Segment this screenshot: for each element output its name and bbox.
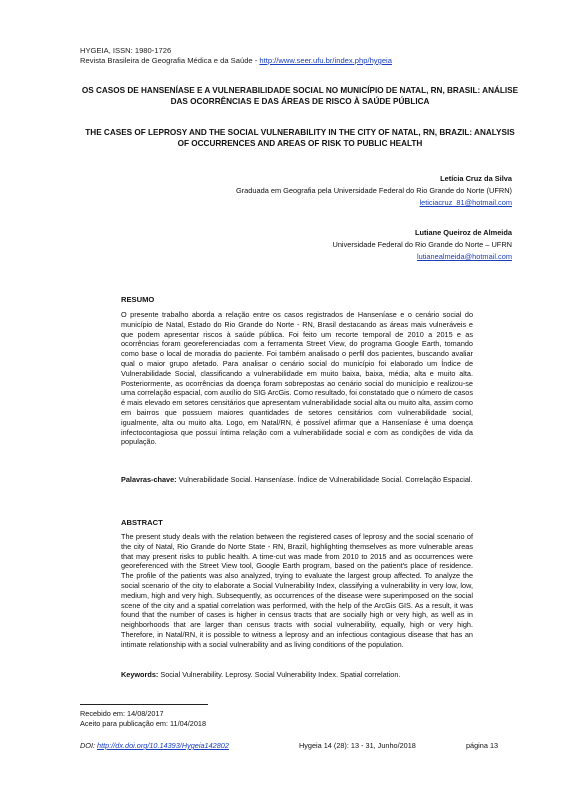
title-english: THE CASES OF LEPROSY AND THE SOCIAL VULNERABILITY IN THE CITY OF NATAL, RN, BRAZIL: ANALYSIS OF OCCURRENCES AND AREAS OF RISK TO PUBLIC HEALTH <box>85 128 515 148</box>
footnote-divider <box>80 704 208 705</box>
author-1-affiliation: Graduada em Geografia pela Universidade Federal do Rio Grande do Norte (UFRN) <box>235 186 512 195</box>
author-1-email[interactable]: leticiacruz_81@hotmail.com <box>419 198 512 207</box>
received-date: Recebido em: 14/08/2017 <box>80 709 164 718</box>
doi-label: DOI: <box>80 741 98 750</box>
abstract-text: The present study deals with the relation between the registered cases of leprosy and the social scenario of the city of Natal, Rio Grande do Norte State - RN, Brazil, highlighting themselves as more vulnerable areas that may present risks to public health. A time-cut was made from 2010 to 2015 and as occurrences were georeferenced with the Street View tool, Google Earth program, based on the patient's place of residence. The profile of the patients was also analyzed, trying to evaluate the largest group affected. To analyze the social scenario of the city to elaborate a Social Vulnerability Index, classifying a vulnerability in very low, low, medium, high and very high. Subsequently, as occurrences of the disease were superimposed on the social scene of the city and a spatial correlation was performed, with the help of the ArcGis GIS. As a result, it was found that the number of cases is higher in census tracts that are socially high or very high, as well as in neighborhoods that are larger than census tracts with social vulnerability, equally, high or very high. Therefore, in Natal/RN, it is possible to witness a leprosy and an infectious contagious disease that has an intimate relationship with a social vulnerability and as living conditions of the population. <box>121 532 473 649</box>
journal-subtitle <box>80 56 392 65</box>
page-number: página 13 <box>466 741 499 750</box>
resumo-keywords-label: Palavras-chave: <box>121 475 177 484</box>
resumo-keywords <box>121 475 473 485</box>
journal-url-link[interactable]: http://www.seer.ufu.br/index.php/hygeia <box>259 56 392 65</box>
title-portuguese: OS CASOS DE HANSENÍASE E A VULNERABILIDADE SOCIAL NO MUNICÍPIO DE NATAL, RN, BRASIL: ANÁLISE DAS OCORRÊNCIAS E DAS ÁREAS DE RISCO À SAÚDE PÚBLICA <box>81 86 519 106</box>
doi-line <box>80 741 229 750</box>
doi-link[interactable]: http://dx.doi.org/10.14393/Hygeia142802 <box>97 741 229 750</box>
abstract-keywords-text: Social Vulnerability. Leprosy. Social Vulnerability Index. Spatial correlation. <box>160 670 401 679</box>
author-2-name: Lutiane Queiroz de Almeida <box>414 228 512 237</box>
author-2-affiliation: Universidade Federal do Rio Grande do Norte – UFRN <box>332 240 512 249</box>
journal-name: Revista Brasileira de Geografia Médica e da Saúde - <box>80 56 260 65</box>
abstract-keywords <box>121 670 473 680</box>
abstract-heading: ABSTRACT <box>121 518 163 527</box>
author-1-name: Letícia Cruz da Silva <box>440 174 512 183</box>
journal-issn: HYGEIA, ISSN: 1980-1726 <box>80 46 172 55</box>
resumo-keywords-text: Vulnerabilidade Social. Hanseníase. Índice de Vulnerabilidade Social. Correlação Espacial. <box>178 475 473 484</box>
resumo-text: O presente trabalho aborda a relação entre os casos registrados de Hanseníase e o cenário social do município de Natal, Estado do Rio Grande do Norte - RN, Brasil destacando as áreas mais vulneráveis e que podem apresentar riscos à saúde pública. Foi feito um recorte temporal de 2010 a 2015 e as ocorrências foram georeferenciadas com a ferramenta Street View, do programa Google Earth, tomando como base o local de moradia do paciente. Foi também analisado o perfil dos pacientes, buscando avaliar qual o maior grupo afetado. Para analisar o cenário social do município foi elaborado um Índice de Vulnerabilidade Social, classificando a vulnerabilidade em muito baixa, baixa, média, alta e muito alta. Posteriormente, as ocorrências da doença foram sobrepostas ao cenário social do município e realizou-se uma correlação espacial, com auxílio do SIG ArcGis. Como resultado, foi constatado que o número de casos é mais elevado em setores censitários que apresentam vulnerabilidade social alta ou muito alta, assim como em bairros que possuem maiores quantidades de setores censitários com vulnerabilidade social, igualmente, alta ou muito alta. Logo, em Natal/RN, é possível afirmar que a Hanseníase é uma doença infectocontagiosa que possui íntima relação com a vulnerabilidade social e com as condições de vida da população. <box>121 310 473 447</box>
resumo-heading: RESUMO <box>121 295 155 304</box>
abstract-keywords-label: Keywords: <box>121 670 159 679</box>
citation-text: Hygeia 14 (28): 13 - 31, Junho/2018 <box>299 741 416 750</box>
author-2-email[interactable]: lutianealmeida@hotmail.com <box>416 252 512 261</box>
accepted-date: Aceito para publicação em: 11/04/2018 <box>80 719 207 728</box>
